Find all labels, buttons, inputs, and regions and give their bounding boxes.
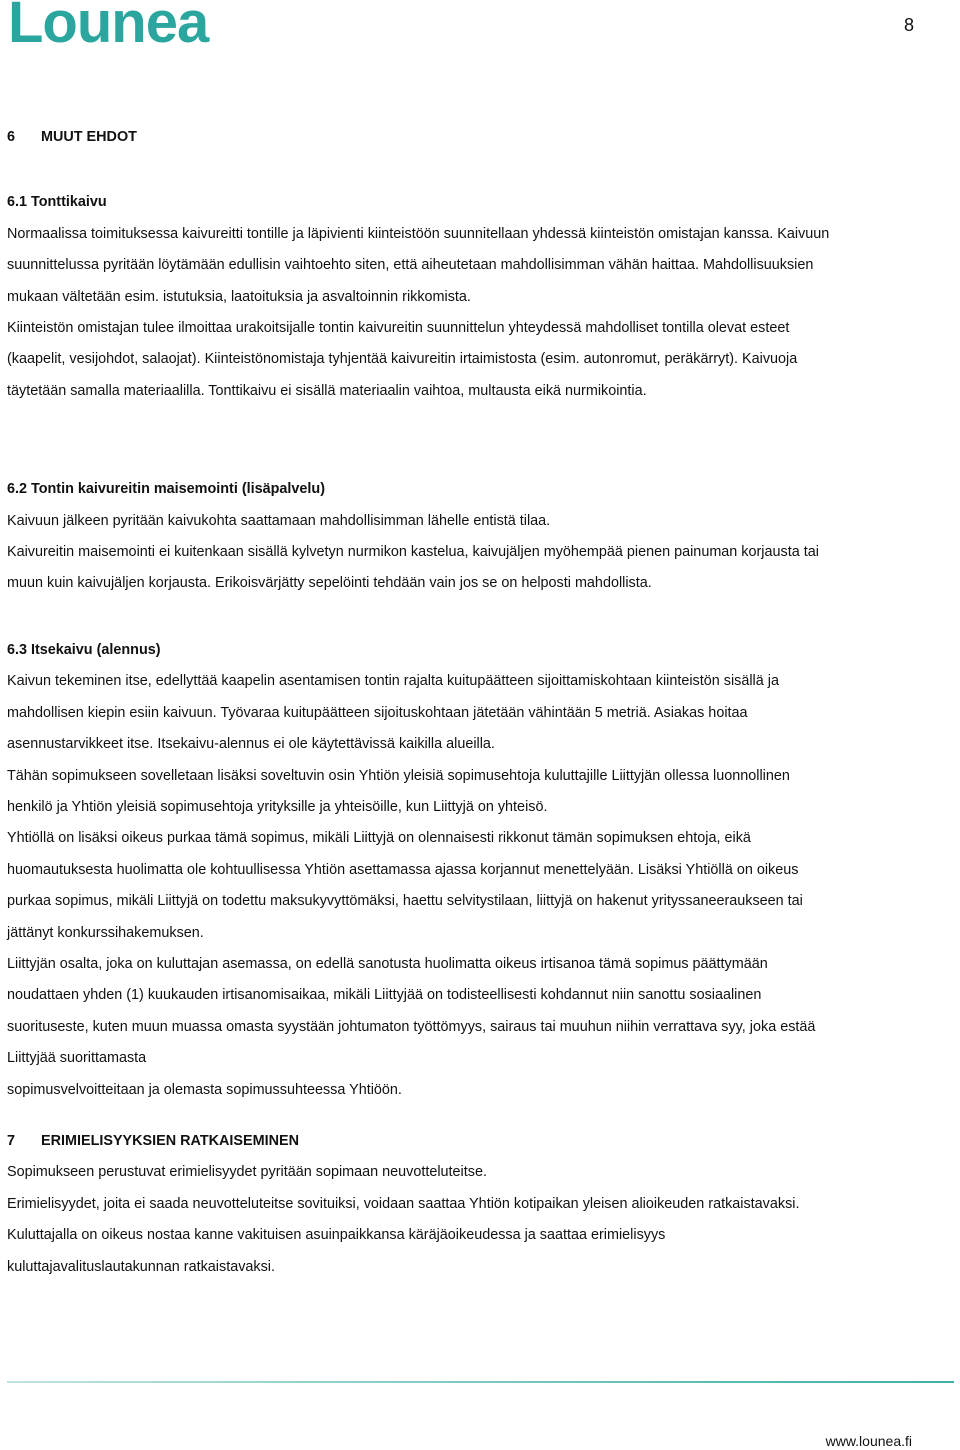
paragraph-line: Sopimukseen perustuvat erimielisyydet pyritään sopimaan neuvotteluteitse. [7,1164,487,1181]
section-number: 7 [7,1132,16,1149]
spacer [7,153,942,187]
paragraph-line: Kuluttajalla on oikeus nostaa kanne vakituisen asuinpaikkansa käräjäoikeudessa ja saattaa erimielisyys [7,1227,666,1244]
document-body [7,122,942,1283]
paragraph-line: Normaalissa toimituksessa kaivureitti tontille ja läpivienti kiinteistöön suunnitellaan yhdessä kiinteistön omistajan kanssa. Kaivuun [7,225,830,242]
paragraph-line: purkaa sopimus, mikäli Liittyjä on todettu maksukyvyttömäksi, haettu selvitystilaan, liittyjä on hakenut yrityssaneeraukseen tai [7,893,803,910]
paragraph-line: Erimielisyydet, joita ei saada neuvotteluteitse sovituiksi, voidaan saattaa Yhtiön kotipaikan yleisen alioikeuden ratkaistavaksi. [7,1195,800,1212]
page-number: 8 [903,15,914,35]
spacer [7,407,942,474]
footer-divider [7,1381,954,1383]
section-title: MUUT EHDOT [41,129,137,145]
paragraph-line: Liittyjää suorittamasta [7,1050,147,1067]
company-logo: Lounea [8,0,209,55]
paragraph-line: muun kuin kaivujäljen korjausta. Erikoisvärjätty sepelöinti tehdään vain jos se on helposti mahdollista. [7,575,652,592]
spacer [7,1106,942,1126]
paragraph-line: Kiinteistön omistajan tulee ilmoittaa urakoitsijalle tontin kaivureitin suunnittelun yhteydessä mahdolliset tontilla olevat esteet [7,320,790,337]
section-number: 6 [7,129,16,145]
paragraph-line: Kaivuun jälkeen pyritään kaivukohta saattamaan mahdollisimman lähelle entistä tilaa. [7,512,551,529]
paragraph-line: Liittyjän osalta, joka on kuluttajan asemassa, on edellä sanotusta huolimatta oikeus irtisanoa tämä sopimus päättymään [7,955,768,972]
spacer [7,600,942,635]
paragraph-line: suunnittelussa pyritään löytämään edullisin vaihtoehto siten, että aiheutetaan mahdollisimman vähän haittaa. Mahdollisuuksien [7,257,814,274]
paragraph-line: täytetään samalla materiaalilla. Tonttikaivu ei sisällä materiaalin vaihtoa, multausta eikä nurmikointia. [7,382,647,399]
section-heading-6 [7,122,942,153]
section-heading-6-1: 6.1 Tonttikaivu [7,194,107,211]
paragraph-line: mukaan vältetään esim. istutuksia, laatoituksia ja asvaltoinnin rikkomista. [7,288,471,305]
paragraph-line: jättänyt konkurssihakemuksen. [7,924,204,941]
paragraph-line: Kaivun tekeminen itse, edellyttää kaapelin asentamisen tontin rajalta kuitupäätteen sijoittamiskohtaan kiinteistön sisällä ja [7,673,779,690]
footer-url[interactable]: www.lounea.fi [825,1433,912,1449]
paragraph-line: noudattaen yhden (1) kuukauden irtisanomisaikaa, mikäli Liittyjää on todisteellisesti kohdannut niin sanottu sosiaalinen [7,987,762,1004]
paragraph-line: henkilö ja Yhtiön yleisiä sopimusehtoja yrityksille ja yhteisöille, kun Liittyjä on yhteisö. [7,798,548,815]
section-heading-7 [7,1126,942,1157]
paragraph-line: mahdollisen kiepin esiin kaivuun. Työvaraa kuitupäätteen sijoituskohtaan jätetään vähintään 5 metriä. Asiakas hoitaa [7,704,748,721]
paragraph-line: kuluttajavalituslautakunnan ratkaistavaksi. [7,1258,275,1275]
paragraph-line: (kaapelit, vesijohdot, salaojat). Kiinteistönomistaja tyhjentää kaivureitin irtaimistosta (esim. autonromut, peräkärryt). Kaivuoja [7,351,798,368]
paragraph-line: Kaivureitin maisemointi ei kuitenkaan sisällä kylvetyn nurmikon kastelua, kaivujäljen myöhempää pienen painuman korjausta tai [7,544,819,561]
paragraph-line: Yhtiöllä on lisäksi oikeus purkaa tämä sopimus, mikäli Liittyjä on olennaisesti rikkonut tämän sopimuksen ehtoja, eikä [7,830,751,847]
paragraph-line: Tähän sopimukseen sovelletaan lisäksi soveltuvin osin Yhtiön yleisiä sopimusehtoja kuluttajille Liittyjän ollessa luonnollinen [7,767,790,784]
section-title: ERIMIELISYYKSIEN RATKAISEMINEN [41,1132,299,1149]
section-heading-6-3: 6.3 Itsekaivu (alennus) [7,641,161,658]
paragraph-line: asennustarvikkeet itse. Itsekaivu-alennus ei ole käytettävissä kaikilla alueilla. [7,736,495,753]
section-heading-6-2: 6.2 Tontin kaivureitin maisemointi (lisäpalvelu) [7,481,326,498]
paragraph-line: sopimusvelvoitteitaan ja olemasta sopimussuhteessa Yhtiöön. [7,1081,402,1098]
paragraph-line: suorituseste, kuten muun muassa omasta syystään johtumaton työttömyys, sairaus tai muuhun niihin verrattava syy, joka estää [7,1018,816,1035]
paragraph-line: huomautuksesta huolimatta ole kohtuullisessa Yhtiön asettamassa ajassa korjannut menettelyään. Lisäksi Yhtiöllä on oikeus [7,861,799,878]
